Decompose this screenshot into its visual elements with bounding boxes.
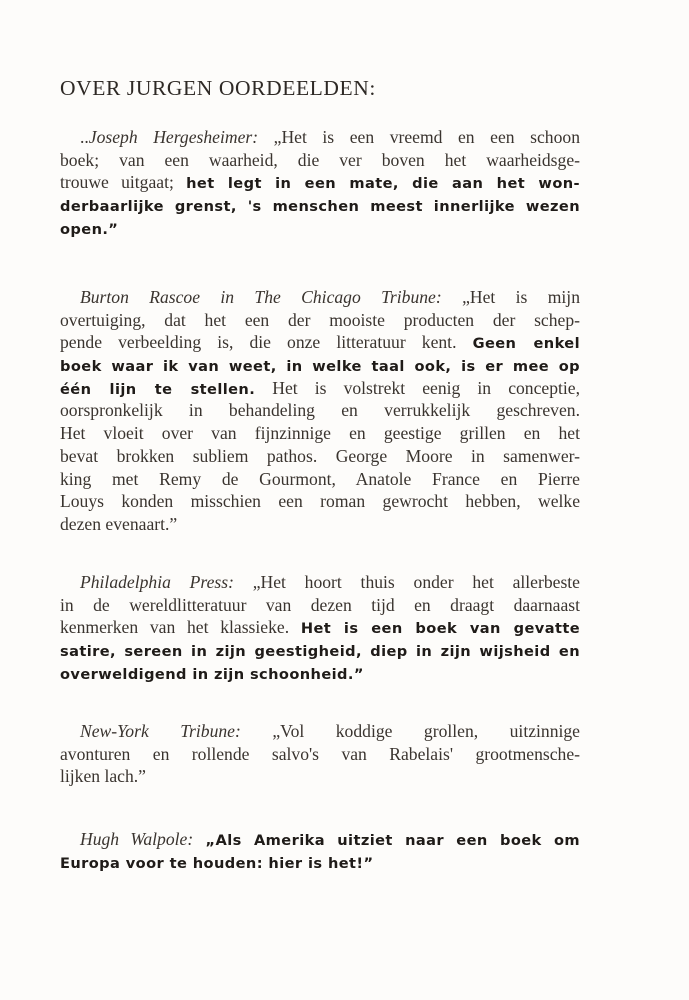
quote-text: lijken lach.” (60, 766, 146, 787)
text-line (60, 765, 580, 788)
quote-text: bevat brokken subliem pathos. George Moore in samenwer- (60, 445, 580, 466)
quote-text: pende verbeelding is, die onze litteratuur kent. (60, 332, 473, 353)
text-line (60, 309, 580, 332)
text-line (60, 594, 580, 617)
text-line (60, 126, 580, 149)
text-line (60, 490, 580, 513)
text-line (60, 194, 580, 217)
quote-text: .. (80, 127, 89, 147)
text-line (60, 662, 580, 685)
text-line (60, 513, 580, 536)
emphasis-text: overweldigend in zijn schoonheid.” (60, 665, 364, 683)
emphasis-text: derbaarlijke grenst, 's menschen meest innerlijke wezen (60, 198, 580, 216)
quote-text: „Het hoort thuis onder het allerbeste (233, 572, 580, 592)
quote-text: oorspronkelijk in behandeling en verrukkelijk geschreven. (60, 400, 580, 421)
source-name: Burton Rascoe in The Chicago Tribune: (80, 287, 442, 307)
quote-text: kenmerken van het klassieke. (60, 617, 301, 638)
quote-text: trouwe uitgaat; (60, 172, 187, 193)
quote-text: boek; van een waarheid, die ver boven het waarheidsge- (60, 149, 580, 170)
page-heading: OVER JURGEN OORDEELDEN: (60, 76, 376, 100)
emphasis-text: het legt in een mate, die aan het won- (186, 175, 580, 193)
emphasis-text: boek waar ik van weet, in welke taal ook, is er mee op (60, 358, 580, 376)
quote-walpole (60, 828, 580, 873)
source-name: Hugh Walpole: (80, 829, 194, 849)
source-name: Joseph Hergesheimer: (88, 127, 259, 147)
emphasis-text: Europa voor te houden: hier is het!” (60, 854, 374, 872)
text-line (60, 828, 580, 851)
emphasis-text: Het is een boek van gevatte (300, 620, 581, 638)
text-line (60, 149, 580, 172)
text-line (60, 422, 580, 445)
text-line (60, 743, 580, 766)
source-name: Philadelphia Press: (80, 572, 234, 592)
quote-chicago-tribune (60, 286, 580, 536)
text-line (60, 171, 580, 194)
quote-new-york-tribune (60, 720, 580, 788)
emphasis-text: satire, sereen in zijn geestigheid, diep in zijn wijsheid en (60, 643, 580, 661)
text-line (60, 571, 580, 594)
text-line (60, 445, 580, 468)
quote-text: „Het is mijn (441, 287, 580, 307)
text-line (60, 720, 580, 743)
quote-philadelphia-press (60, 571, 580, 684)
emphasis-text: open.” (60, 220, 119, 238)
quote-text: overtuiging, dat het een der mooiste producten der schep- (60, 309, 580, 330)
quote-text: Het vloeit over van fijnzinnige en geestige grillen en het (60, 423, 580, 444)
quote-text: dezen evenaart.” (60, 513, 178, 534)
emphasis-text: één lijn te stellen. (60, 380, 256, 398)
emphasis-text: „Als Amerika uitziet naar een boek om (193, 832, 580, 849)
text-line (60, 399, 580, 422)
text-line (60, 377, 580, 400)
quote-text: king met Remy de Gourmont, Anatole France en Pierre (60, 468, 580, 489)
text-line (60, 286, 580, 309)
text-line (60, 354, 580, 377)
quote-text: „Het is een vreemd en een schoon (258, 127, 580, 147)
text-line (60, 468, 580, 491)
quote-text: avonturen en rollende salvo's van Rabelais' grootmensche- (60, 743, 580, 764)
quote-text: in de wereldlitteratuur van dezen tijd en draagt daarnaast (60, 594, 580, 615)
text-line (60, 639, 580, 662)
text-line (60, 851, 580, 874)
text-line (60, 217, 580, 240)
source-name: New-York Tribune: (80, 721, 241, 741)
emphasis-text: Geen enkel (472, 335, 580, 353)
quote-text: Louys konden misschien een roman gewrocht hebben, welke (60, 491, 580, 512)
text-line (60, 331, 580, 354)
quote-hergesheimer (60, 126, 580, 239)
text-line (60, 616, 580, 639)
quote-text: „Vol koddige grollen, uitzinnige (240, 721, 580, 741)
quote-text: Het is volstrekt eenig in conceptie, (255, 377, 580, 398)
